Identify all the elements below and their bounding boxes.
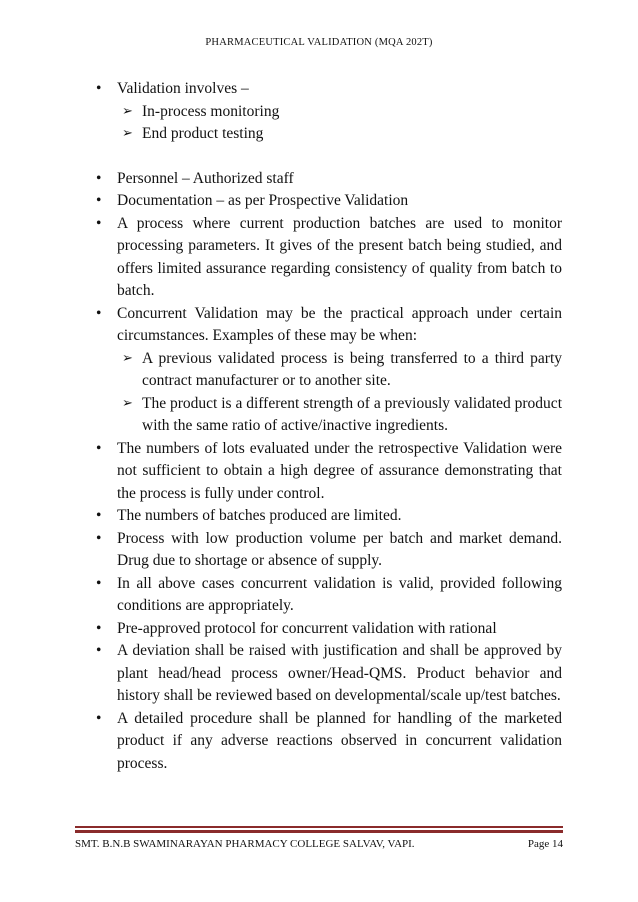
examples-list	[117, 348, 562, 438]
college-name: SMT. B.N.B SWAMINARAYAN PHARMACY COLLEGE SALVAV, VAPI.	[75, 838, 415, 850]
footer-rule-thick	[75, 830, 563, 833]
page-number: Page 14	[527, 838, 563, 850]
sub-list-item: ➢ In-process monitoring	[117, 101, 562, 124]
concurrent-validation-text: Concurrent Validation may be the practical approach under certain circumstances. Examples of these may be when:	[117, 304, 562, 344]
list-item: • The numbers of lots evaluated under the retrospective Validation were not sufficient to obtain a high degree of assurance demonstrating that the process is fully under control.	[96, 438, 562, 506]
list-item: • Process with low production volume per batch and market demand. Drug due to shortage or absence of supply.	[96, 528, 562, 573]
bullet-list-intro	[96, 78, 562, 146]
validation-intro: Validation involves –	[117, 80, 249, 97]
list-item: • Personnel – Authorized staff	[96, 168, 562, 191]
list-item: • A detailed procedure shall be planned for handling of the marketed product if any adverse reactions observed in concurrent validation process.	[96, 708, 562, 776]
list-item: • A process where current production batches are used to monitor processing parameters. It gives of the present batch being studied, and offers limited assurance regarding consistency of quality from batch to batch.	[96, 213, 562, 303]
bullet-list-main	[96, 168, 562, 776]
sub-list-item: ➢ The product is a different strength of a previously validated product with the same ratio of active/inactive ingredients.	[117, 393, 562, 438]
list-item	[96, 78, 562, 146]
sub-list-item: ➢ End product testing	[117, 123, 562, 146]
list-item: • Pre-approved protocol for concurrent validation with rational	[96, 618, 562, 641]
list-item: • In all above cases concurrent validation is valid, provided following conditions are appropriately.	[96, 573, 562, 618]
list-item: • A deviation shall be raised with justification and shall be approved by plant head/head process owner/Head-QMS. Product behavior and history shall be reviewed based on developmental/scale up/test batches.	[96, 640, 562, 708]
sub-list-item: ➢ A previous validated process is being transferred to a third party contract manufacturer or to another site.	[117, 348, 562, 393]
list-item	[96, 303, 562, 438]
footer-rule-thin	[75, 826, 563, 828]
sub-list	[117, 101, 562, 146]
spacer	[96, 146, 562, 168]
list-item: • The numbers of batches produced are limited.	[96, 505, 562, 528]
list-item: • Documentation – as per Prospective Validation	[96, 190, 562, 213]
page-header: PHARMACEUTICAL VALIDATION (MQA 202T)	[205, 37, 433, 48]
page-content	[96, 78, 562, 775]
